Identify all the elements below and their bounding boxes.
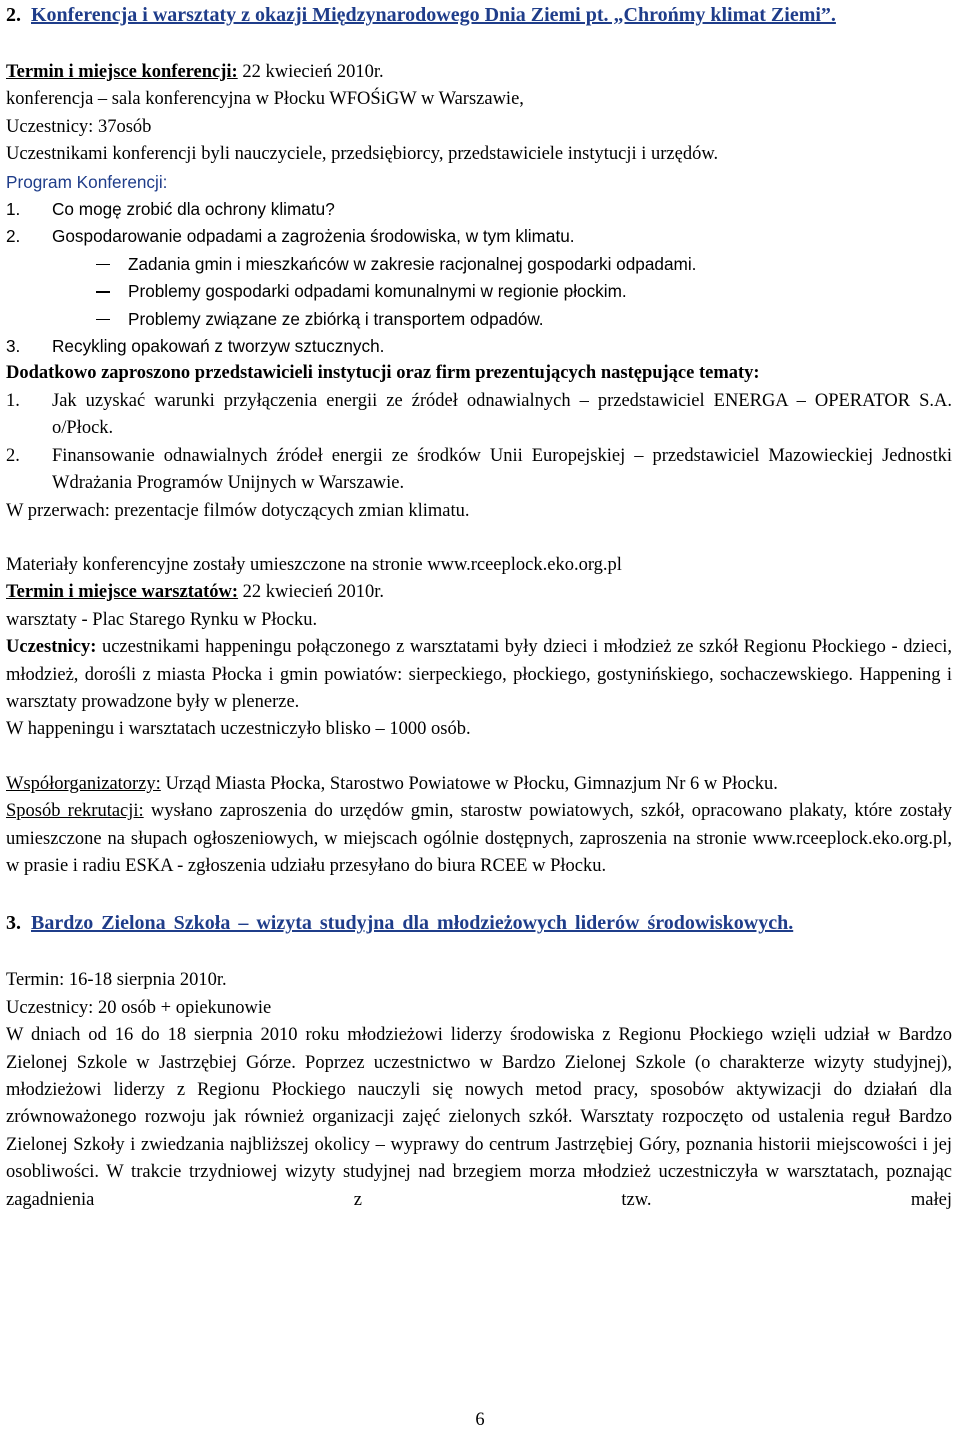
coorganizers-label: Współorganizatorzy:: [6, 773, 161, 794]
workshop-place: warsztaty - Plac Starego Rynku w Płocku.: [6, 609, 318, 630]
workshop-participants-text: uczestnikami happeningu połączonego z warsztatami były dzieci i młodzież ze szkół Regionu Płockiego - dzieci, młodzież, dorośli z miasta Płocka i gmin powiatów: sierpeckiego, płockiego, gostynińskiego, sochaczewskiego. Happening i warsztaty prowadzone były w plenerze.: [6, 637, 952, 712]
workshop-term: [6, 579, 952, 606]
program-item-text: Recykling opakowań z tworzyw sztucznych.: [52, 336, 385, 357]
section-2-heading: [6, 2, 952, 29]
conference-place: konferencja – sala konferencyjna w Płocku WFOŚiGW w Warszawie,: [6, 89, 524, 110]
conference-term-label: Termin i miejsce konferencji:: [6, 62, 238, 82]
topic-item: [6, 443, 952, 498]
workshop-term-value: 22 kwiecień 2010r.: [238, 582, 384, 603]
section-2-title: Konferencja i warsztaty z okazji Międzynarodowego Dnia Ziemi pt. „Chrońmy klimat Ziemi”.: [31, 4, 836, 26]
program-item: [6, 223, 952, 250]
program-item-number: 2.: [6, 226, 21, 247]
section-2-number: 2.: [6, 4, 21, 26]
program-item-text: Co mogę zrobić dla ochrony klimatu?: [52, 199, 335, 220]
recruitment-label: Sposób rekrutacji:: [6, 801, 144, 822]
section-3-heading: [6, 910, 952, 937]
topic-item: [6, 388, 952, 443]
program-subitem: Problemy związane ze zbiórką i transportem odpadów.: [6, 306, 952, 333]
study-visit-participants: Uczestnicy: 20 osób + opiekunowie: [6, 997, 272, 1018]
workshop-participants-label: Uczestnicy:: [6, 637, 97, 658]
topic-item-text: Jak uzyskać warunki przyłączenia energii ze źródeł odnawialnych – przedstawiciel ENERGA – OPERATOR S.A. o/Płock.: [52, 390, 952, 439]
conference-participants-desc: Uczestnikami konferencji byli nauczyciele, przedsiębiorcy, przedstawiciele instytucji i urzędów.: [6, 144, 719, 165]
program-item: [6, 196, 952, 223]
program-item-text: Gospodarowanie odpadami a zagrożenia środowiska, w tym klimatu.: [52, 226, 575, 247]
coorganizers-text: Urząd Miasta Płocka, Starostwo Powiatowe w Płocku, Gimnazjum Nr 6 w Płocku.: [160, 773, 778, 794]
topic-item-number: 2.: [6, 445, 20, 466]
program-subitem: Zadania gmin i mieszkańców w zakresie racjonalnej gospodarki odpadami.: [6, 251, 952, 278]
page-number: 6: [475, 1410, 485, 1430]
study-visit-term: Termin: 16-18 sierpnia 2010r.: [6, 970, 227, 991]
recruitment: [6, 798, 952, 880]
recruitment-text: wysłano zaproszenia do urzędów gmin, starostw powiatowych, szkół, opracowano plakaty, które zostały umieszczone na słupach ogłoszeniowych, w miejscach ogólnie dostępnych, zaproszenia na stronie www.rceeplock.eko.org.pl, w prasie i radiu ESKA - zgłoszenia udziału przesyłano do biura RCEE w Płocku.: [6, 801, 952, 876]
additional-topics-label: Dodatkowo zaproszono przedstawicieli instytucji oraz firm prezentujących następujące tematy:: [6, 363, 760, 384]
topic-item-text: Finansowanie odnawialnych źródeł energii ze środków Unii Europejskiej – przedstawiciel Mazowieckiej Jednostki Wdrażania Programów Unijnych w Warszawie.: [52, 445, 952, 494]
workshop-attendance: W happeningu i warsztatach uczestniczyło blisko – 1000 osób.: [6, 719, 471, 740]
program-subitem: Problemy gospodarki odpadami komunalnymi w regionie płockim.: [6, 278, 952, 305]
section-3-title: Bardzo Zielona Szkoła – wizyta studyjna dla młodzieżowych liderów środowiskowych.: [31, 912, 794, 935]
section-3-number: 3.: [6, 912, 21, 935]
program-item: [6, 333, 952, 360]
conference-participants: Uczestnicy: 37osób: [6, 116, 152, 137]
program-item-number: 3.: [6, 336, 21, 357]
conference-term-value: 22 kwiecień 2010r.: [237, 62, 384, 82]
program-label: Program Konferencji:: [6, 171, 168, 192]
workshop-participants: [6, 634, 952, 716]
conference-term: [6, 59, 952, 86]
document-page: [6, 2, 952, 1214]
coorganizers: [6, 771, 952, 798]
break-films: W przerwach: prezentacje filmów dotyczących zmian klimatu.: [6, 500, 470, 521]
topic-item-number: 1.: [6, 390, 20, 411]
program-list: [6, 196, 952, 360]
workshop-term-label: Termin i miejsce warsztatów:: [6, 582, 239, 603]
study-visit-body: W dniach od 16 do 18 sierpnia 2010 roku młodzieżowi liderzy środowiska z Regionu Płockiego wzięli udział w Bardzo Zielonej Szkole w Jastrzębiej Górze. Poprzez uczestnictwo w Bardzo Zielonej Szkole (o charakterze wizyty studyjnej), młodzieżowi liderzy z Regionu Płockiego nauczyli się nowych metod pracy, sposobów aktywizacji do działań dla zrównoważonego rozwoju jak również organizacji zajęć zielonych szkół. Warsztaty rozpoczęto od ustalenia reguł Bardzo Zielonej Szkoły i zwiedzania najbliższej okolicy – wyprawy do centrum Jastrzębiej Góry, poznania historii miejscowości i jej osobliwości. W trakcie trzydniowej wizyty studyjnej nad brzegiem morza młodzież uczestniczyła w warsztatach, poznając zagadnienia z tzw. małej: [6, 1025, 952, 1210]
conference-materials: Materiały konferencyjne zostały umieszczone na stronie www.rceeplock.eko.org.pl: [6, 554, 622, 575]
program-item-number: 1.: [6, 199, 21, 220]
